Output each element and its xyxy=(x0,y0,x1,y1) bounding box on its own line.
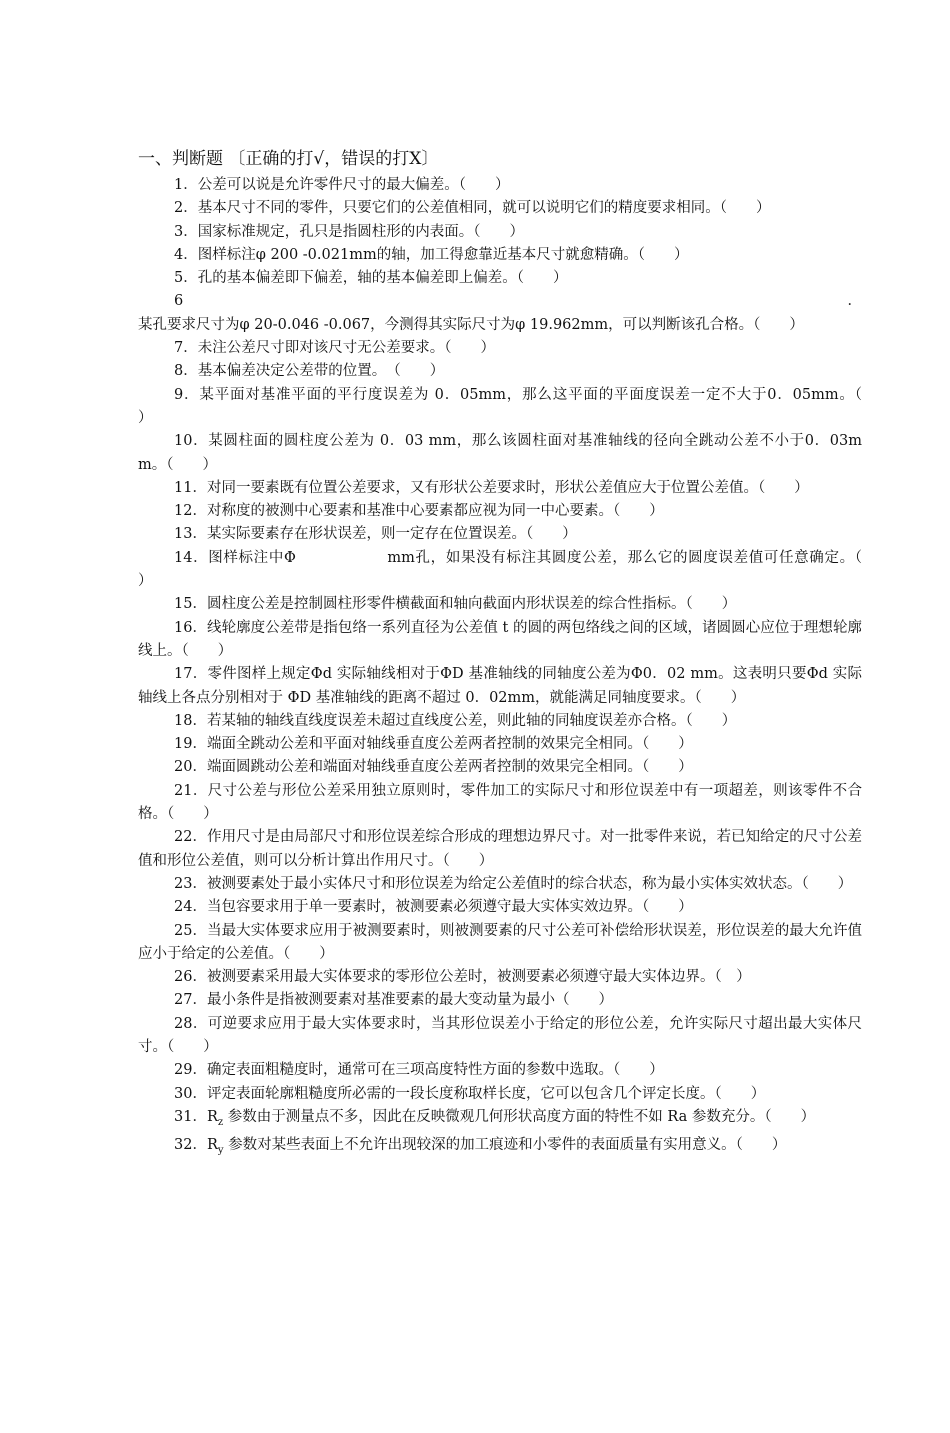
question-text: 对同一要素既有位置公差要求，又有形状公差要求时，形状公差值应大于位置公差值。（ ） xyxy=(206,479,809,496)
question-number: 10． xyxy=(174,433,209,450)
question-item xyxy=(138,477,862,500)
parameter-subscript: z xyxy=(217,1116,224,1128)
question-text: 参数对某些表面上不允许出现较深的加工痕迹和小零件的表面质量有实用意义。（ ） xyxy=(223,1137,787,1154)
question-item xyxy=(138,1059,862,1082)
question-item xyxy=(138,523,862,546)
question-text: 某孔要求尺寸为φ 20-0.046 -0.067，今测得其实际尺寸为φ 19.962mm，可以判断该孔合格。（ ） xyxy=(138,316,804,333)
question-text: 未注公差尺寸即对该尺寸无公差要求。（ ） xyxy=(197,340,495,357)
question-item xyxy=(138,500,862,523)
question-text: 线轮廓度公差带是指包络一系列直径为公差值 t 的圆的两包络线之间的区域，诸圆圆心应位于理想轮廓线上。（ ） xyxy=(138,619,863,659)
question-item xyxy=(138,617,862,664)
section-title: 一、判断题 〔正确的打√，错误的打X〕 xyxy=(138,149,439,169)
question-number: 20． xyxy=(174,759,207,776)
question-text: 最小条件是指被测要素对基准要素的最大变动量为最小（ ） xyxy=(206,992,613,1009)
question-item xyxy=(138,920,862,967)
question-number: 3． xyxy=(174,223,198,240)
question-item xyxy=(138,1106,862,1134)
question-item xyxy=(138,989,862,1012)
question-list xyxy=(138,174,891,1162)
question-text: 当最大实体要求应用于被测要素时，则被测要素的尺寸公差可补偿给形状误差，形位误差的最大允许值应小于给定的公差值。（ ） xyxy=(138,922,862,962)
question-number: 19． xyxy=(174,736,207,753)
question-text: 确定表面粗糙度时，通常可在三项高度特性方面的参数中选取。（ ） xyxy=(206,1062,664,1079)
question-text: 被测要素处于最小实体尺寸和形位误差为给定公差值时的综合状态，称为最小实体实效状态。（ ） xyxy=(206,875,853,892)
question-text: 可逆要求应用于最大实体要求时，当其形位误差小于给定的形位公差，允许实际尺寸超出最大实体尺寸。（ ） xyxy=(138,1015,863,1055)
question-item xyxy=(138,826,862,873)
parameter-symbol: R xyxy=(206,1137,218,1154)
question-item xyxy=(138,966,862,989)
question-item xyxy=(138,593,862,616)
question-number: 29． xyxy=(174,1062,207,1079)
question-number: 4． xyxy=(174,246,198,263)
question-number: 18． xyxy=(174,712,207,729)
question-number: 17． xyxy=(174,666,208,683)
question-item xyxy=(138,337,862,360)
question-item xyxy=(138,244,862,267)
question-text: 国家标准规定，孔只是指圆柱形的内表面。（ ） xyxy=(197,223,524,240)
question-number: 16． xyxy=(174,619,208,636)
question-item xyxy=(138,780,862,827)
question-item xyxy=(138,384,891,431)
question-text: 基本偏差决定公差带的位置。 （ ） xyxy=(197,363,445,380)
question-item xyxy=(138,896,862,919)
question-number: 2． xyxy=(174,200,198,217)
question-number: 1． xyxy=(174,177,198,193)
question-item xyxy=(138,756,862,779)
question-item xyxy=(138,1134,862,1162)
question-text: 图样标注中Φ mm孔，如果没有标注其圆度公差，那么它的圆度误差值可任意确定。（ ） xyxy=(138,549,891,590)
question-number: 5． xyxy=(174,270,198,287)
question-text: 基本尺寸不同的零件，只要它们的公差值相同，就可以说明它们的精度要求相同。（ ） xyxy=(197,200,771,217)
question-item xyxy=(138,547,891,594)
question-number: 23． xyxy=(174,875,207,892)
question-text: 端面圆跳动公差和端面对轴线垂直度公差两者控制的效果完全相同。（ ） xyxy=(206,759,693,776)
question-number: 28． xyxy=(174,1015,208,1032)
question-number: 8． xyxy=(174,363,198,380)
question-text: 若某轴的轴线直线度误差未超过直线度公差，则此轴的同轴度误差亦合格。（ ） xyxy=(206,712,737,729)
question-text: 圆柱度公差是控制圆柱形零件横截面和轴向截面内形状误差的综合性指标。（ ） xyxy=(206,596,737,613)
question-text: 作用尺寸是由局部尺寸和形位误差综合形成的理想边界尺寸。对一批零件来说，若已知给定的尺寸公差值和形位公差值，则可以分析计算出作用尺寸。（ ） xyxy=(138,829,862,869)
question-number: 14． xyxy=(174,549,209,566)
question-item xyxy=(138,430,862,477)
question-item xyxy=(138,360,862,383)
question-item xyxy=(138,290,862,337)
question-number: 7． xyxy=(174,340,198,357)
question-item xyxy=(138,221,862,244)
question-text: 端面全跳动公差和平面对轴线垂直度公差两者控制的效果完全相同。（ ） xyxy=(206,736,693,753)
question-text: 被测要素采用最大实体要求的零形位公差时，被测要素必须遵守最大实体边界。（ ） xyxy=(206,969,751,986)
question-item xyxy=(138,174,862,197)
question-number: 25． xyxy=(174,922,208,939)
question-number: 31． xyxy=(174,1108,207,1125)
question-text: 某平面对基准平面的平行度误差为 0．05mm，那么这平面的平面度误差一定不大于0．05mm。（ ） xyxy=(138,386,891,426)
question-item xyxy=(138,1013,862,1060)
question-item xyxy=(138,710,862,733)
question-item xyxy=(138,267,862,290)
question-item xyxy=(138,1083,862,1106)
question-text: 当包容要求用于单一要素时，被测要素必须遵守最大实体实效边界。（ ） xyxy=(206,899,693,916)
parameter-symbol: R xyxy=(206,1108,218,1125)
question-number: 24． xyxy=(174,899,207,916)
question-number: 6． xyxy=(174,293,862,310)
question-number: 26． xyxy=(174,969,207,986)
question-item xyxy=(138,197,862,220)
question-number: 15． xyxy=(174,596,207,613)
question-item xyxy=(138,873,862,896)
question-text: 零件图样上规定Φd 实际轴线相对于ΦD 基准轴线的同轴度公差为Φ0．02 mm。这表明只要Φd 实际轴线上各点分别相对于 ΦD 基准轴线的距离不超过 0．02mm，就能满足同轴度要求。（ ） xyxy=(138,666,862,706)
question-number: 9． xyxy=(174,386,200,403)
question-text: 参数由于测量点不多，因此在反映微观几何形状高度方面的特性不如 Ra 参数充分。（ ） xyxy=(223,1108,816,1125)
question-number: 27． xyxy=(174,992,207,1009)
question-text: 某圆柱面的圆柱度公差为 0．03 mm，那么该圆柱面对基准轴线的径向全跳动公差不小于0．03mm。（ ） xyxy=(138,433,862,473)
question-text: 评定表面轮廓粗糙度所必需的一段长度称取样长度，它可以包含几个评定长度。（ ） xyxy=(206,1085,766,1102)
question-number: 11． xyxy=(174,479,207,496)
question-text: 尺寸公差与形位公差采用独立原则时，零件加工的实际尺寸和形位误差中有一项超差，则该零件不合格。（ ） xyxy=(138,782,863,823)
parameter-subscript: y xyxy=(217,1145,224,1157)
question-text: 对称度的被测中心要素和基准中心要素都应视为同一中心要素。（ ） xyxy=(206,503,664,520)
question-text: 某实际要素存在形状误差，则一定存在位置误差。（ ） xyxy=(206,526,577,543)
question-number: 32． xyxy=(174,1137,207,1154)
question-text: 孔的基本偏差即下偏差，轴的基本偏差即上偏差。（ ） xyxy=(197,270,568,287)
question-number: 30． xyxy=(174,1085,207,1102)
question-number: 13． xyxy=(174,526,207,543)
question-number: 22． xyxy=(174,829,208,846)
question-number: 12． xyxy=(174,503,207,520)
question-item xyxy=(138,733,862,756)
question-text: 公差可以说是允许零件尺寸的最大偏差。（ ） xyxy=(197,177,510,193)
question-text: 图样标注φ 200 -0.021mm的轴，加工得愈靠近基本尺寸就愈精确。（ ） xyxy=(197,246,689,263)
question-number: 21． xyxy=(174,782,208,799)
question-item xyxy=(138,663,862,710)
